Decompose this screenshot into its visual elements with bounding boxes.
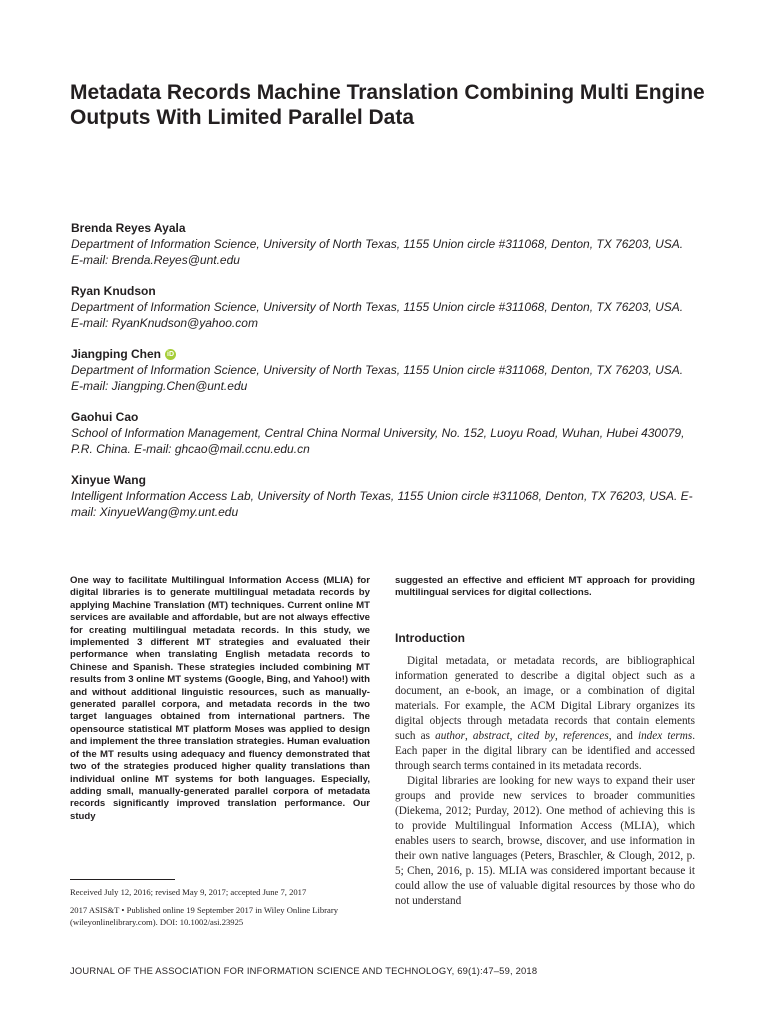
author-affiliation: Intelligent Information Access Lab, University of North Texas, 1155 Union circle #311068, Denton, TX 76203, USA. E-mail: XinyueWang@my.unt.edu [71,489,693,519]
copyright-notice: 2017 ASIS&T • Published online 19 September 2017 in Wiley Online Library (wileyonlinelibrary.com). DOI: 10.1002/asi.23925 [70,905,339,927]
author-affiliation: School of Information Management, Central China Normal University, No. 152, Luoyu Road, Wuhan, Hubei 430079, P.R. China. E-mail: ghcao@mail.ccnu.edu.cn [71,426,685,456]
author-list [71,220,696,535]
author-name: Jiangping Chen [71,347,161,361]
abstract-text: One way to facilitate Multilingual Information Access (MLIA) for digital libraries is to generate multilingual metadata records by applying Machine Translation (MT) techniques. Current online MT services are available and affordable, but are not always effective for creating multilingual metadata records. In this study, we implemented 3 different MT strategies and evaluated their performance when translating English metadata records to Chinese and Spanish. These strategies included combining MT results from 3 online MT systems (Google, Bing, and Yahoo!) with and without additional linguistic resources, such as manually-generated parallel corpora, and metadata records in the two target languages obtained from international partners. The opensource statistical MT platform Moses was applied to design and implement the three translation strategies. Human evaluation of the MT results using adequacy and fluency demonstrated that two of the strategies produced higher quality translations than individual online MT systems for both languages. Especially, adding small, manually-generated parallel corpora of metadata records significantly improved translation performance. Our study [70,575,370,822]
author-name: Xinyue Wang [71,473,146,487]
author-affiliation: Department of Information Science, University of North Texas, 1155 Union circle #311068, Denton, TX 76203, USA. E-mail: RyanKnudson@yahoo.com [71,300,684,330]
author-block [71,346,696,394]
journal-footer: JOURNAL OF THE ASSOCIATION FOR INFORMATION SCIENCE AND TECHNOLOGY, 69(1):47–59, 2018 [70,965,538,976]
author-block [71,409,696,457]
footnotes [70,886,375,934]
left-column [70,575,370,823]
right-column [395,575,695,909]
received-dates: Received July 12, 2016; revised May 9, 2017; accepted June 7, 2017 [70,887,307,897]
author-name: Ryan Knudson [71,284,156,298]
author-block [71,220,696,268]
introduction-heading: Introduction [395,630,465,645]
author-name: Gaohui Cao [71,410,139,424]
orcid-icon[interactable]: iD [167,350,174,358]
author-block [71,283,696,331]
article-title: Metadata Records Machine Translation Combining Multi Engine Outputs With Limited Parallel Data [70,81,705,129]
abstract-continuation: suggested an effective and efficient MT approach for providing multilingual services for digital collections. [395,575,695,599]
intro-paragraph-2: Digital libraries are looking for new ways to expand their user groups and provide new services to broader communities (Diekema, 2012; Purday, 2012). One method of achieving this is to provide Multilingual Information Access (MLIA), which enables users to search, browse, discover, and use information in their own native languages (Peters, Braschler, & Clough, 2012, p. 5; Chen, 2016, p. 15). MLIA was considered important because it could allow the use of valuable digital resources by those who do not understand [395,774,695,907]
author-name: Brenda Reyes Ayala [71,221,186,235]
author-block [71,472,696,520]
intro-paragraph-1: Digital metadata, or metadata records, are bibliographical information generated to describe a digital object such as a document, an e-book, an image, or a combination of digital materials. For example, the ACM Digital Library organizes its digital objects through metadata records that contain elements such as author, abstract, cited by, references, and index terms. Each paper in the digital library can be identified and accessed through search terms contained in its metadata records. [395,654,696,772]
author-affiliation: Department of Information Science, University of North Texas, 1155 Union circle #311068, Denton, TX 76203, USA. E-mail: Jiangping.Chen@unt.edu [71,363,684,393]
footnote-rule [70,879,175,880]
author-affiliation: Department of Information Science, University of North Texas, 1155 Union circle #311068, Denton, TX 76203, USA. E-mail: Brenda.Reyes@unt.edu [71,237,684,267]
author-name-row [71,346,696,362]
